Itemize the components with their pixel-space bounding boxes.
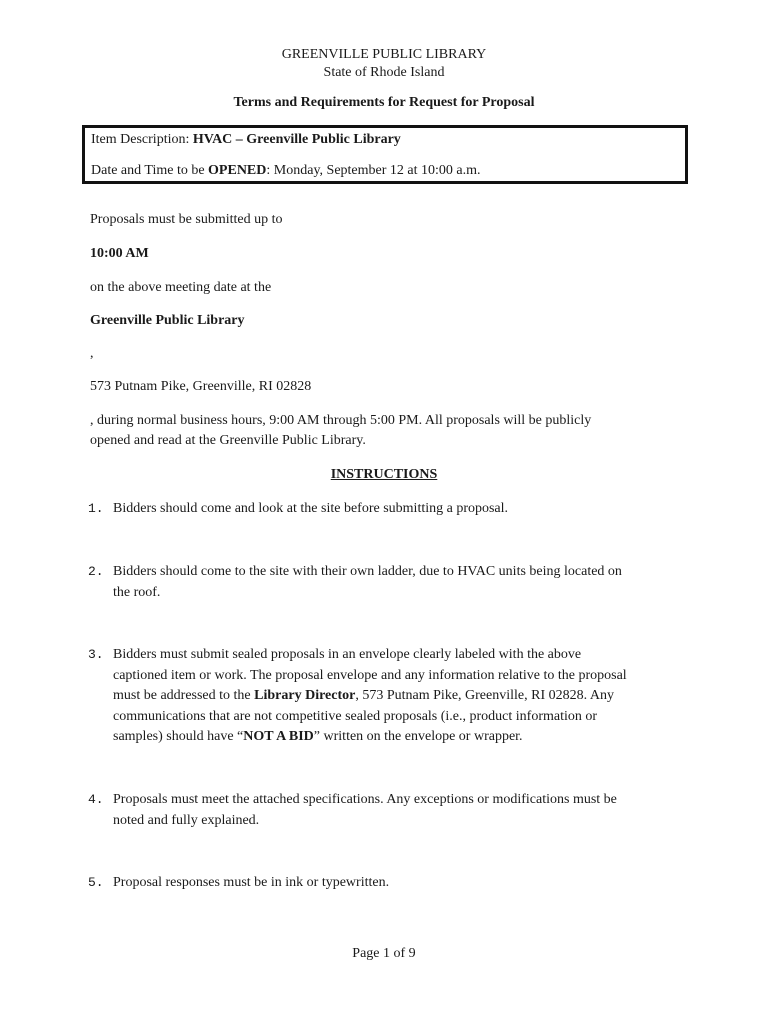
library-director-emphasis: Library Director [254, 688, 356, 703]
list-item-line: Proposal responses must be in ink or typewritten. [113, 875, 390, 890]
list-item-line [113, 686, 703, 707]
state-name: State of Rhode Island [323, 65, 445, 80]
list-item-number: 4. [88, 792, 104, 807]
line-text: samples) should have “ [113, 729, 244, 744]
opening-date-value: : Monday, September 12 at 10:00 a.m. [266, 163, 481, 178]
instructions-heading: INSTRUCTIONS [330, 467, 438, 482]
list-item-number: 5. [88, 875, 104, 890]
list-item-text [113, 790, 703, 831]
list-item-number: 1. [88, 501, 104, 516]
list-item-line: Bidders should come and look at the site before submitting a proposal. [113, 501, 509, 516]
opening-date-emphasis: OPENED [208, 163, 267, 178]
list-item-text [113, 645, 703, 748]
list-item-number: 2. [88, 564, 104, 579]
item-description-value: HVAC – Greenville Public Library [192, 132, 401, 147]
list-item-text [113, 873, 703, 894]
not-a-bid-emphasis: NOT A BID [243, 729, 314, 744]
submission-time: 10:00 AM [90, 246, 149, 261]
line-text: must be addressed to the [113, 688, 255, 703]
list-item-line: communications that are not competitive sealed proposals (i.e., product information or [113, 708, 598, 724]
submission-intro: Proposals must be submitted up to [90, 212, 283, 227]
list-item-line: Proposals must meet the attached specifications. Any exceptions or modifications must be [113, 792, 617, 807]
submission-hours-line1: , during normal business hours, 9:00 AM through 5:00 PM. All proposals will be publicly [90, 413, 592, 428]
opening-date [91, 162, 481, 180]
organization-name: GREENVILLE PUBLIC LIBRARY [281, 47, 487, 62]
list-item-text [113, 499, 703, 520]
list-item-line: Bidders must submit sealed proposals in an envelope clearly labeled with the above [113, 647, 582, 662]
submission-comma: , [90, 346, 94, 361]
list-item-line: the roof. [113, 584, 161, 600]
document-title: Terms and Requirements for Request for Proposal [233, 95, 535, 110]
list-item-number: 3. [88, 647, 104, 662]
item-description-label: Item Description: [91, 132, 193, 147]
list-item-line: Bidders should come to the site with their own ladder, due to HVAC units being located on [113, 564, 622, 579]
opening-date-label: Date and Time to be [91, 163, 209, 178]
submission-date-text: on the above meeting date at the [90, 280, 272, 295]
submission-address: 573 Putnam Pike, Greenville, RI 02828 [90, 379, 312, 394]
line-text: , 573 Putnam Pike, Greenville, RI 02828. Any [355, 688, 614, 703]
line-text: ” written on the envelope or wrapper. [313, 729, 523, 744]
list-item-line: captioned item or work. The proposal envelope and any information relative to the proposal [113, 667, 627, 683]
item-info-box [82, 125, 688, 184]
list-item-line: noted and fully explained. [113, 812, 260, 828]
submission-location: Greenville Public Library [90, 313, 245, 328]
item-description [91, 131, 401, 149]
list-item-text [113, 562, 703, 603]
submission-hours-line2: opened and read at the Greenville Public Library. [90, 433, 366, 448]
list-item-line [113, 727, 703, 748]
page-number: Page 1 of 9 [352, 946, 416, 961]
